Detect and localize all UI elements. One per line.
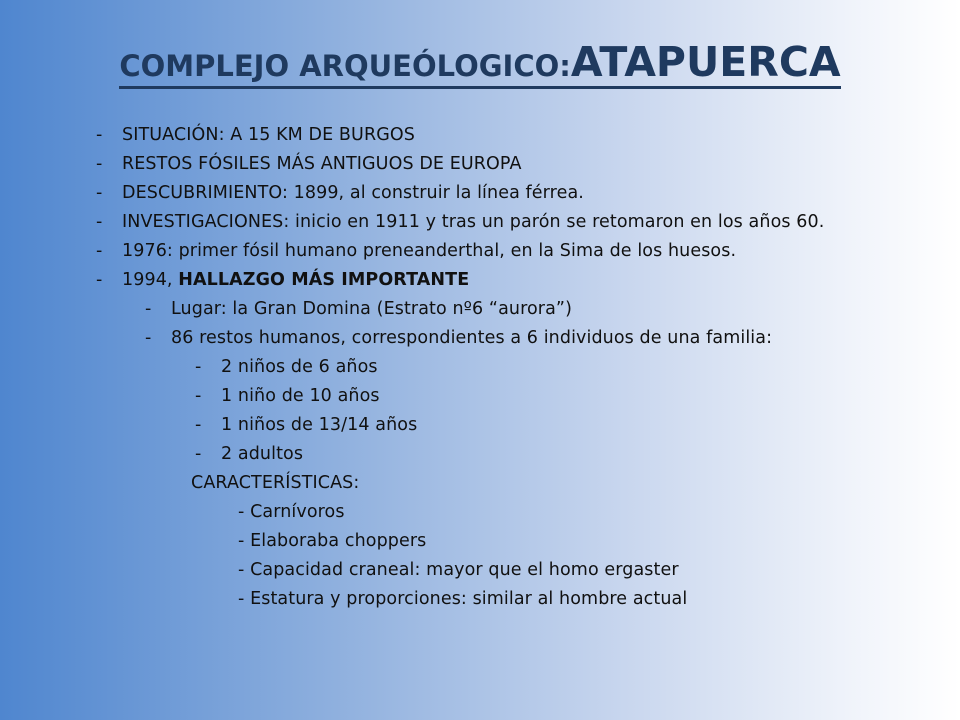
item-text: CARACTERÍSTICAS:	[191, 473, 360, 493]
item-text: DESCUBRIMIENTO: 1899, al construir la línea férrea.	[122, 183, 584, 203]
title-main: ATAPUERCA	[570, 38, 841, 86]
slide-title	[0, 40, 960, 89]
item-text: 1 niños de 13/14 años	[221, 415, 418, 435]
item-text-prefix: 1994,	[122, 270, 179, 290]
bullet-dash: -	[96, 154, 103, 174]
item-text: SITUACIÓN: A 15 KM DE BURGOS	[122, 125, 415, 145]
bullet-dash: -	[195, 386, 202, 406]
bullet-dash: -	[96, 125, 103, 145]
item-text: Lugar: la Gran Domina (Estrato nº6 “aurora”)	[171, 299, 573, 319]
item-text: - Capacidad craneal: mayor que el homo ergaster	[238, 560, 679, 580]
item-text-bold: HALLAZGO MÁS IMPORTANTE	[178, 270, 470, 290]
item-text: 86 restos humanos, correspondientes a 6 individuos de una familia:	[171, 328, 773, 348]
title-underline	[119, 40, 840, 89]
bullet-dash: -	[96, 183, 103, 203]
bullet-dash: -	[195, 415, 202, 435]
bullet-dash: -	[96, 270, 103, 290]
bullet-dash: -	[145, 299, 152, 319]
item-text: INVESTIGACIONES: inicio en 1911 y tras un parón se retomaron en los años 60.	[122, 212, 825, 232]
item-text: RESTOS FÓSILES MÁS ANTIGUOS DE EUROPA	[122, 154, 522, 174]
item-text: - Carnívoros	[238, 502, 345, 522]
title-prefix: COMPLEJO ARQUEÓLOGICO:	[119, 49, 571, 83]
item-text	[122, 266, 469, 295]
item-text: - Estatura y proporciones: similar al hombre actual	[238, 589, 688, 609]
item-text: 2 niños de 6 años	[221, 357, 378, 377]
item-text: - Elaboraba choppers	[238, 531, 427, 551]
item-text: 1976: primer fósil humano preneanderthal, en la Sima de los huesos.	[122, 241, 737, 261]
bullet-dash: -	[195, 357, 202, 377]
bullet-dash: -	[145, 328, 152, 348]
item-text: 1 niño de 10 años	[221, 386, 380, 406]
bullet-dash: -	[96, 212, 103, 232]
bullet-dash: -	[96, 241, 103, 261]
bullet-dash: -	[195, 444, 202, 464]
item-text: 2 adultos	[221, 444, 304, 464]
